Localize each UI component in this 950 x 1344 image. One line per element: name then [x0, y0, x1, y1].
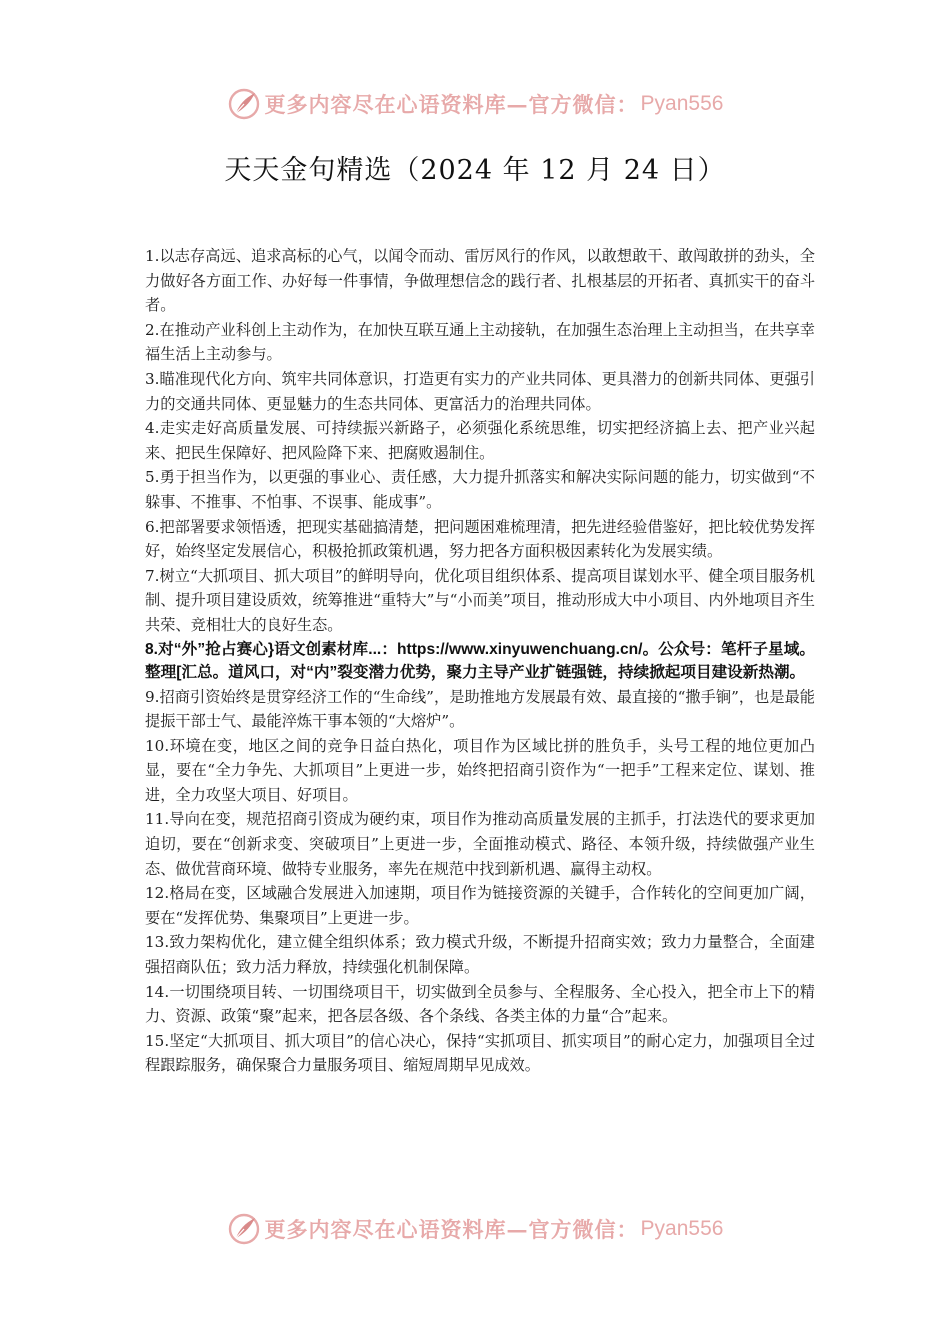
- document-body: [145, 244, 815, 1078]
- paragraph-4: 4.走实走好高质量发展、可持续振兴新路子，必须强化系统思维，切实把经济搞上去、把产业兴起来、把民生保障好、把风险降下来、把腐败遏制住。: [145, 419, 815, 462]
- header-watermark: [0, 84, 950, 124]
- watermark-wechat-id: Pyan556: [640, 92, 724, 115]
- paragraph-11: 11.导向在变，规范招商引资成为硬约束，项目作为推动高质量发展的主抓手，打法迭代的要求更加迫切，要在“创新求变、突破项目”上更进一步，全面推动模式、路径、本领升级，持续做强产业生态、做优营商环境、做特专业服务，率先在规范中找到新机遇、赢得主动权。: [145, 810, 815, 878]
- page-title: 天天金句精选（2024 年 12 月 24 日）: [224, 155, 726, 186]
- paragraph-5: 5.勇于担当作为，以更强的事业心、责任感，大力提升抓落实和解决实际问题的能力，切实做到“不躲事、不推事、不怕事、不误事、能成事”。: [145, 468, 815, 511]
- paragraph-15: 15.坚定“大抓项目、抓大项目”的信心决心，保持“实抓项目、抓实项目”的耐心定力，加强项目全过程跟踪服务，确保聚合力量服务项目、缩短周期早见成效。: [145, 1031, 815, 1075]
- paragraph-13: 13.致力架构优化，建立健全组织体系；致力模式升级，不断提升招商实效；致力力量整合，全面建强招商队伍；致力活力释放，持续强化机制保障。: [145, 933, 815, 977]
- paragraph-8: 8.对“外”抢占赛心}语文创素材库...：https://www.xinyuwenchuang.cn/。公众号：笔杆子星域。整理[汇总。道风口，对“内”裂变潜力优势，聚力主导产业扩链强链，持续掀起项目建设新热潮。: [145, 640, 815, 681]
- paragraph-14: 14.一切围绕项目转、一切围绕项目干，切实做到全员参与、全程服务、全心投入，把全市上下的精力、资源、政策“聚”起来，把各层各级、各个条线、各类主体的力量“合”起来。: [145, 982, 815, 1026]
- paragraph-10: 10.环境在变，地区之间的竞争日益白热化，项目作为区域比拼的胜负手，头号工程的地位更加凸显，要在“全力争先、大抓项目”上更进一步，始终把招商引资作为“一把手”工程来定位、谋划、推进，全力攻坚大项目、好项目。: [145, 736, 815, 804]
- footer-watermark: [0, 1209, 950, 1249]
- watermark-text: 更多内容尽在心语资料库—官方微信：: [264, 92, 639, 117]
- paragraph-9: 9.招商引资始终是贯穿经济工作的“生命线”，是助推地方发展最有效、最直接的“撒手锏”，也是最能提振干部士气、最能淬炼干事本领的“大熔炉”。: [145, 687, 815, 731]
- paragraph-12: 12.格局在变，区域融合发展进入加速期，项目作为链接资源的关键手，合作转化的空间更加广阔，要在“发挥优势、集聚项目”上更进一步。: [145, 884, 815, 927]
- quill-logo-icon: [227, 87, 261, 121]
- paragraph-2: 2.在推动产业科创上主动作为，在加快互联互通上主动接轨，在加强生态治理上主动担当，在共享幸福生活上主动参与。: [145, 320, 815, 364]
- paragraph-1: 1.以志存高远、追求高标的心气，以闻令而动、雷厉风行的作风，以敢想敢干、敢闯敢拼的劲头，全力做好各方面工作、办好每一件事情，争做理想信念的践行者、扎根基层的开拓者、真抓实干的奋斗者。: [145, 247, 815, 315]
- paragraph-3: 3.瞄准现代化方向、筑牢共同体意识，打造更有实力的产业共同体、更具潜力的创新共同体、更强引力的交通共同体、更显魅力的生态共同体、更富活力的治理共同体。: [145, 369, 815, 413]
- watermark-text: 更多内容尽在心语资料库—官方微信：: [264, 1217, 639, 1242]
- quill-logo-icon: [227, 1212, 261, 1246]
- paragraph-6: 6.把部署要求领悟透，把现实基础搞清楚，把问题困难梳理清，把先进经验借鉴好，把比较优势发挥好，始终坚定发展信心，积极抢抓政策机遇，努力把各方面积极因素转化为发展实绩。: [145, 517, 815, 561]
- paragraph-7: 7.树立“大抓项目、抓大项目”的鲜明导向，优化项目组织体系、提高项目谋划水平、健全项目服务机制、提升项目建设质效，统筹推进“重特大”与“小而美”项目，推动形成大中小项目、内外地项目齐生共荣、竞相壮大的良好生态。: [145, 566, 815, 634]
- watermark-wechat-id: Pyan556: [640, 1217, 724, 1240]
